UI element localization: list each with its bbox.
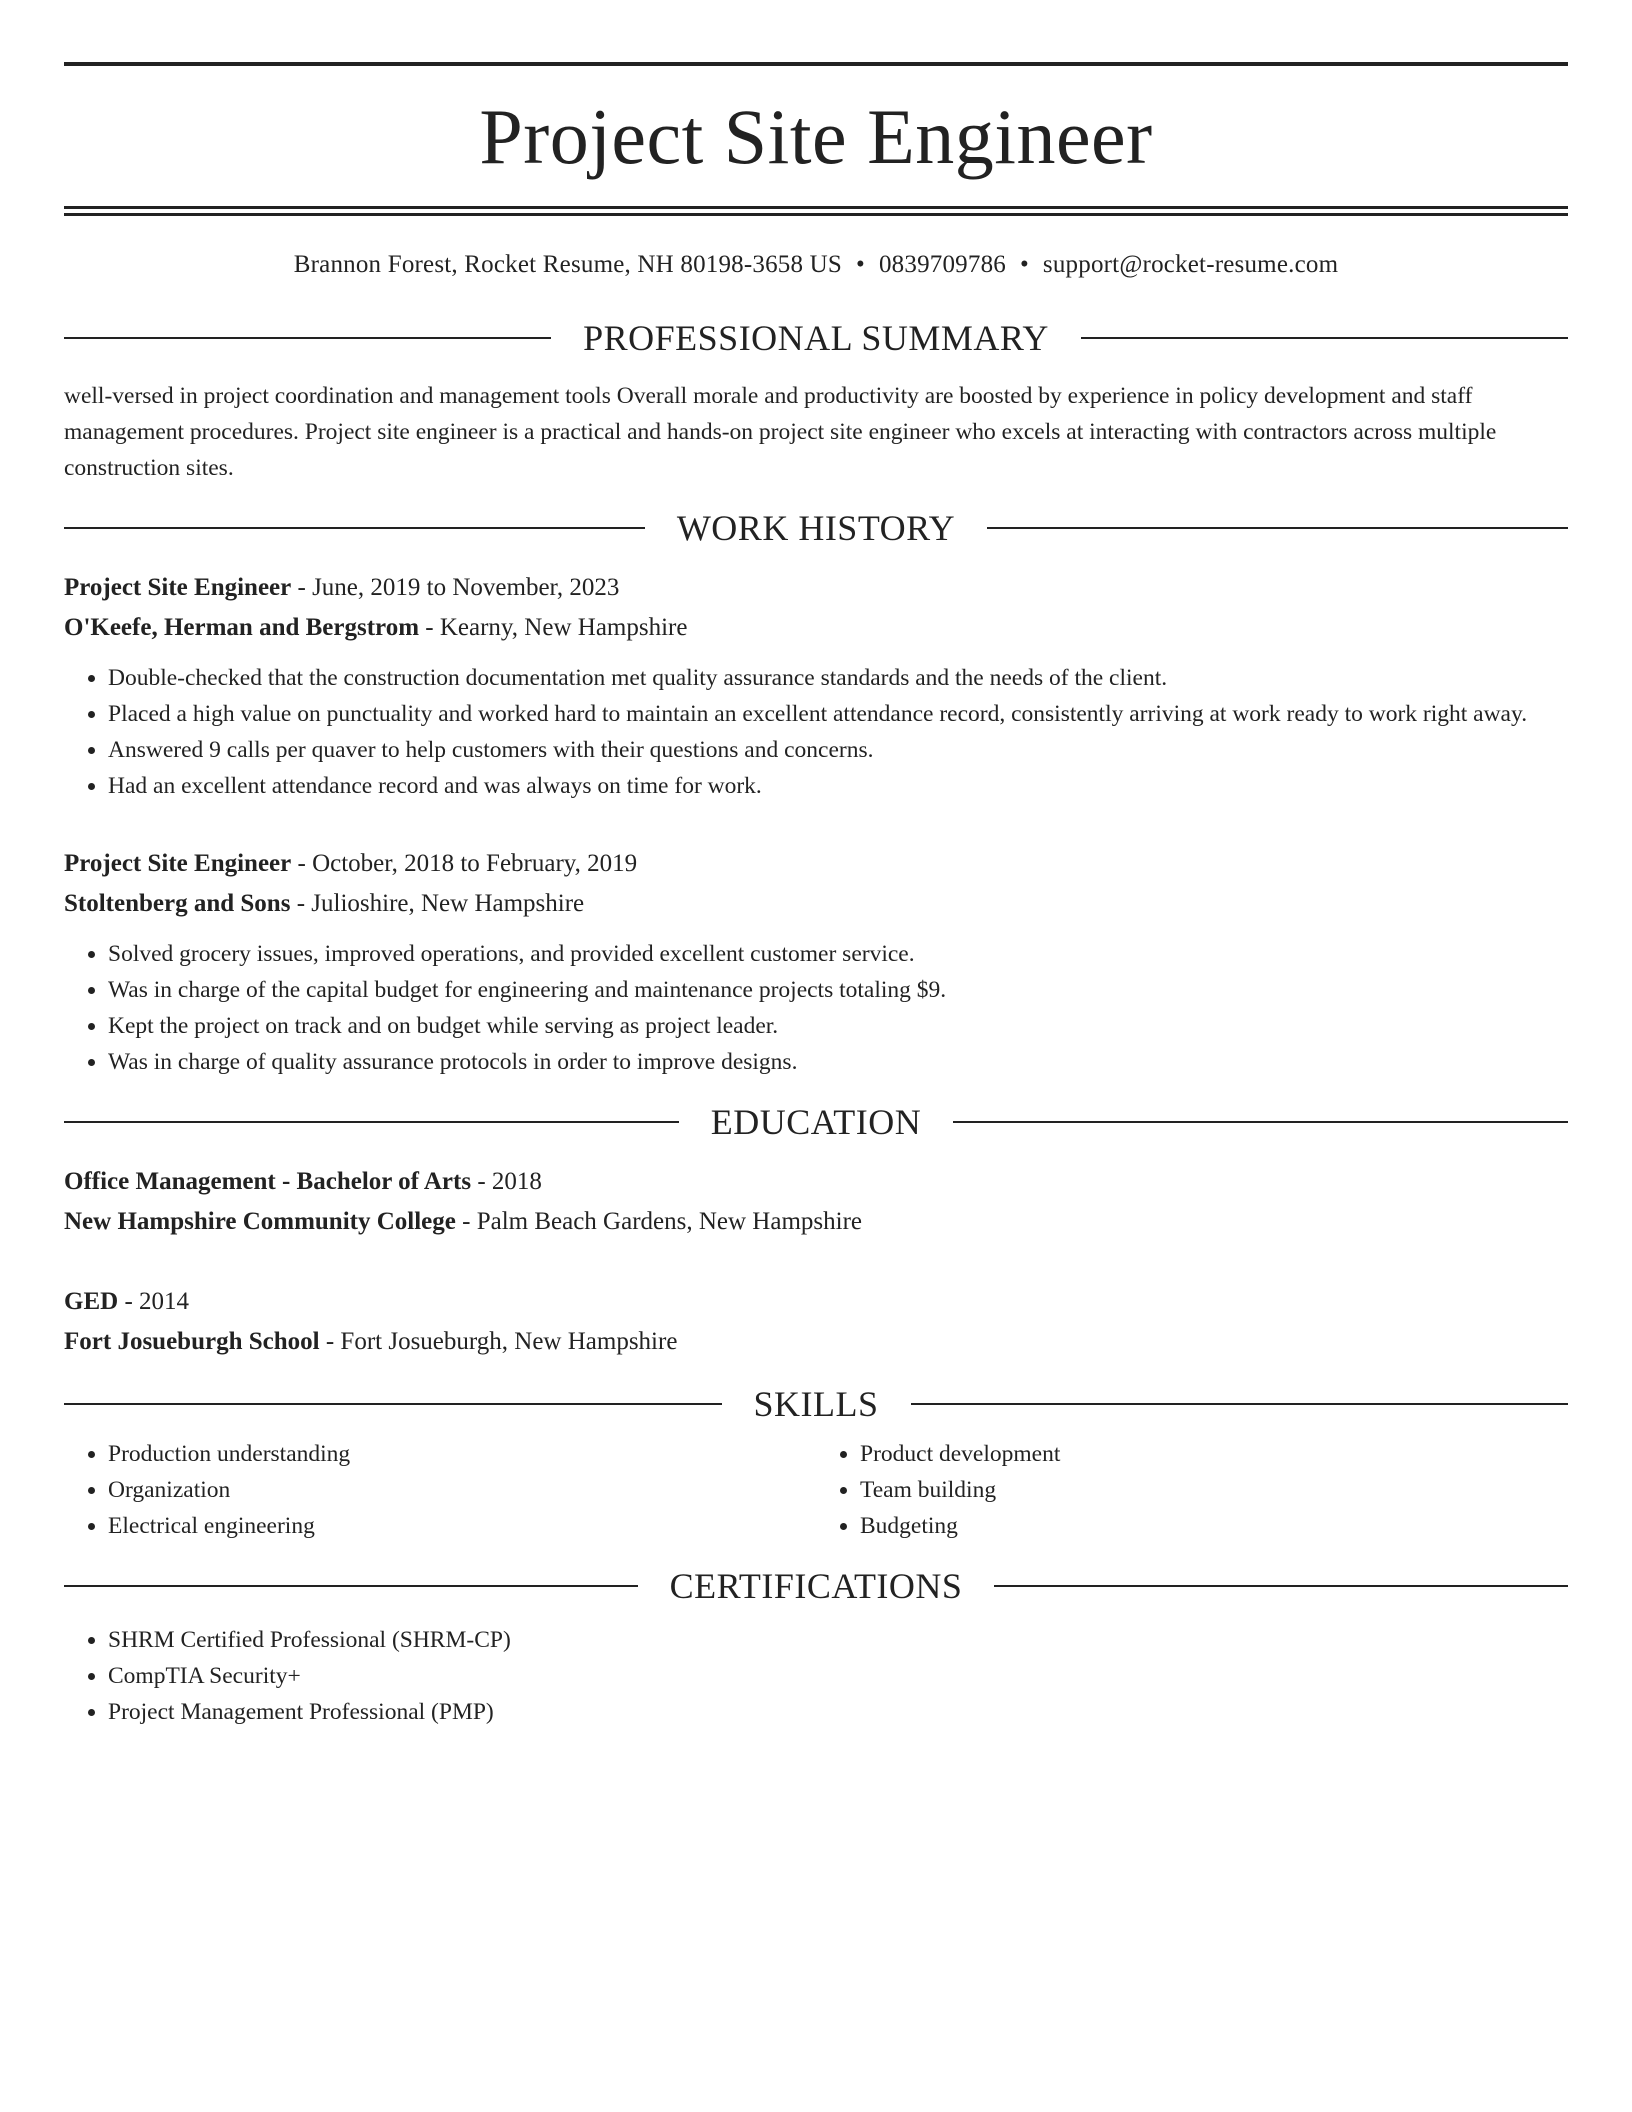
education-entry (64, 1282, 1568, 1362)
certification-item: • CompTIA Security+ (108, 1658, 1568, 1694)
job-bullet: • Answered 9 calls per quaver to help customers with their questions and concerns. (108, 732, 1568, 768)
job-title: Project Site Engineer (64, 850, 292, 877)
summary-text: well-versed in project coordination and management tools Overall morale and productivity are boosted by experience in policy development and staff management procedures. Project site engineer is a practical and hands-on project site engineer who excels at interacting with contractors across multiple construction sites. (64, 383, 1497, 481)
education-heading (64, 1104, 1568, 1140)
school: Fort Josueburgh School (64, 1328, 320, 1355)
certifications-heading-text: CERTIFICATIONS (669, 1566, 963, 1606)
job-bullet: • Had an excellent attendance record and was always on time for work. (108, 768, 1568, 804)
job-company-line (64, 884, 1568, 924)
skills-heading-text: SKILLS (753, 1384, 879, 1424)
job-company: O'Keefe, Herman and Bergstrom (64, 614, 420, 641)
top-rule (64, 62, 1568, 66)
job-title-line (64, 844, 1568, 884)
job-bullet: • Was in charge of quality assurance protocols in order to improve designs. (108, 1044, 1568, 1080)
skill-item: • Electrical engineering (108, 1508, 816, 1544)
school-line (64, 1202, 1568, 1242)
double-rule (64, 206, 1568, 216)
skills-column-left (64, 1436, 816, 1544)
job-company: Stoltenberg and Sons (64, 890, 291, 917)
contact-email: support@rocket-resume.com (1042, 251, 1339, 278)
education-heading-text: EDUCATION (710, 1102, 922, 1142)
job-company-line (64, 608, 1568, 648)
heading-rule (1081, 337, 1568, 339)
heading-rule (64, 337, 551, 339)
education-entry (64, 1162, 1568, 1242)
heading-rule (64, 1403, 722, 1405)
contact-separator: • (856, 251, 865, 278)
contact-address: Brannon Forest, Rocket Resume, NH 80198-3658 US (293, 251, 843, 278)
job-bullet: • Placed a high value on punctuality and worked hard to maintain an excellent attendance record, consistently arriving at work ready to work right away. (108, 696, 1568, 732)
degree-line (64, 1162, 1568, 1202)
heading-rule (64, 527, 645, 529)
certifications-list (64, 1622, 1568, 1730)
degree-year: - 2014 (118, 1288, 190, 1315)
job-bullet: • Was in charge of the capital budget for engineering and maintenance projects totaling $9. (108, 972, 1568, 1008)
degree: Office Management - Bachelor of Arts (64, 1168, 472, 1195)
degree: GED (64, 1288, 119, 1315)
job-title: Project Site Engineer (64, 574, 292, 601)
heading-rule (911, 1403, 1569, 1405)
heading-rule (64, 1121, 679, 1123)
certification-item: • Project Management Professional (PMP) (108, 1694, 1568, 1730)
certification-item: • SHRM Certified Professional (SHRM-CP) (108, 1622, 1568, 1658)
job-bullet: • Solved grocery issues, improved operations, and provided excellent customer service. (108, 936, 1568, 972)
skills-list (64, 1436, 1568, 1544)
heading-rule (987, 527, 1568, 529)
skill-item: • Organization (108, 1472, 816, 1508)
contact-line (64, 250, 1568, 280)
degree-line (64, 1282, 1568, 1322)
skills-column-right (816, 1436, 1568, 1544)
work-heading-text: WORK HISTORY (676, 508, 956, 548)
school: New Hampshire Community College (64, 1208, 456, 1235)
work-heading (64, 510, 1568, 546)
skill-item: • Budgeting (860, 1508, 1568, 1544)
contact-separator: • (1019, 251, 1029, 278)
heading-rule (953, 1121, 1568, 1123)
contact-phone: 0839709786 (878, 251, 1006, 278)
job-bullet: • Double-checked that the construction documentation met quality assurance standards and the needs of the client. (108, 660, 1568, 696)
school-location: - Palm Beach Gardens, New Hampshire (455, 1208, 863, 1235)
school-location: - Fort Josueburgh, New Hampshire (319, 1328, 678, 1355)
skill-item: • Production understanding (108, 1436, 816, 1472)
job-location: - Julioshire, New Hampshire (290, 890, 585, 917)
job-bullet: • Kept the project on track and on budget while serving as project leader. (108, 1008, 1568, 1044)
heading-rule (994, 1585, 1568, 1587)
heading-rule (64, 1585, 638, 1587)
summary-heading-text: PROFESSIONAL SUMMARY (583, 318, 1049, 358)
job-bullets (64, 936, 1568, 1080)
skills-heading (64, 1386, 1568, 1422)
school-line (64, 1322, 1568, 1362)
certifications-heading (64, 1568, 1568, 1604)
job-title-line (64, 568, 1568, 608)
resume-title: Project Site Engineer (479, 93, 1153, 180)
job-dates: - June, 2019 to November, 2023 (291, 574, 620, 601)
skill-item: • Team building (860, 1472, 1568, 1508)
degree-year: - 2018 (471, 1168, 542, 1195)
job-entry (64, 844, 1568, 1080)
summary-heading (64, 320, 1568, 356)
job-entry (64, 568, 1568, 804)
job-dates: - October, 2018 to February, 2019 (291, 850, 638, 877)
job-bullets (64, 660, 1568, 804)
job-location: - Kearny, New Hampshire (419, 614, 688, 641)
skill-item: • Product development (860, 1436, 1568, 1472)
